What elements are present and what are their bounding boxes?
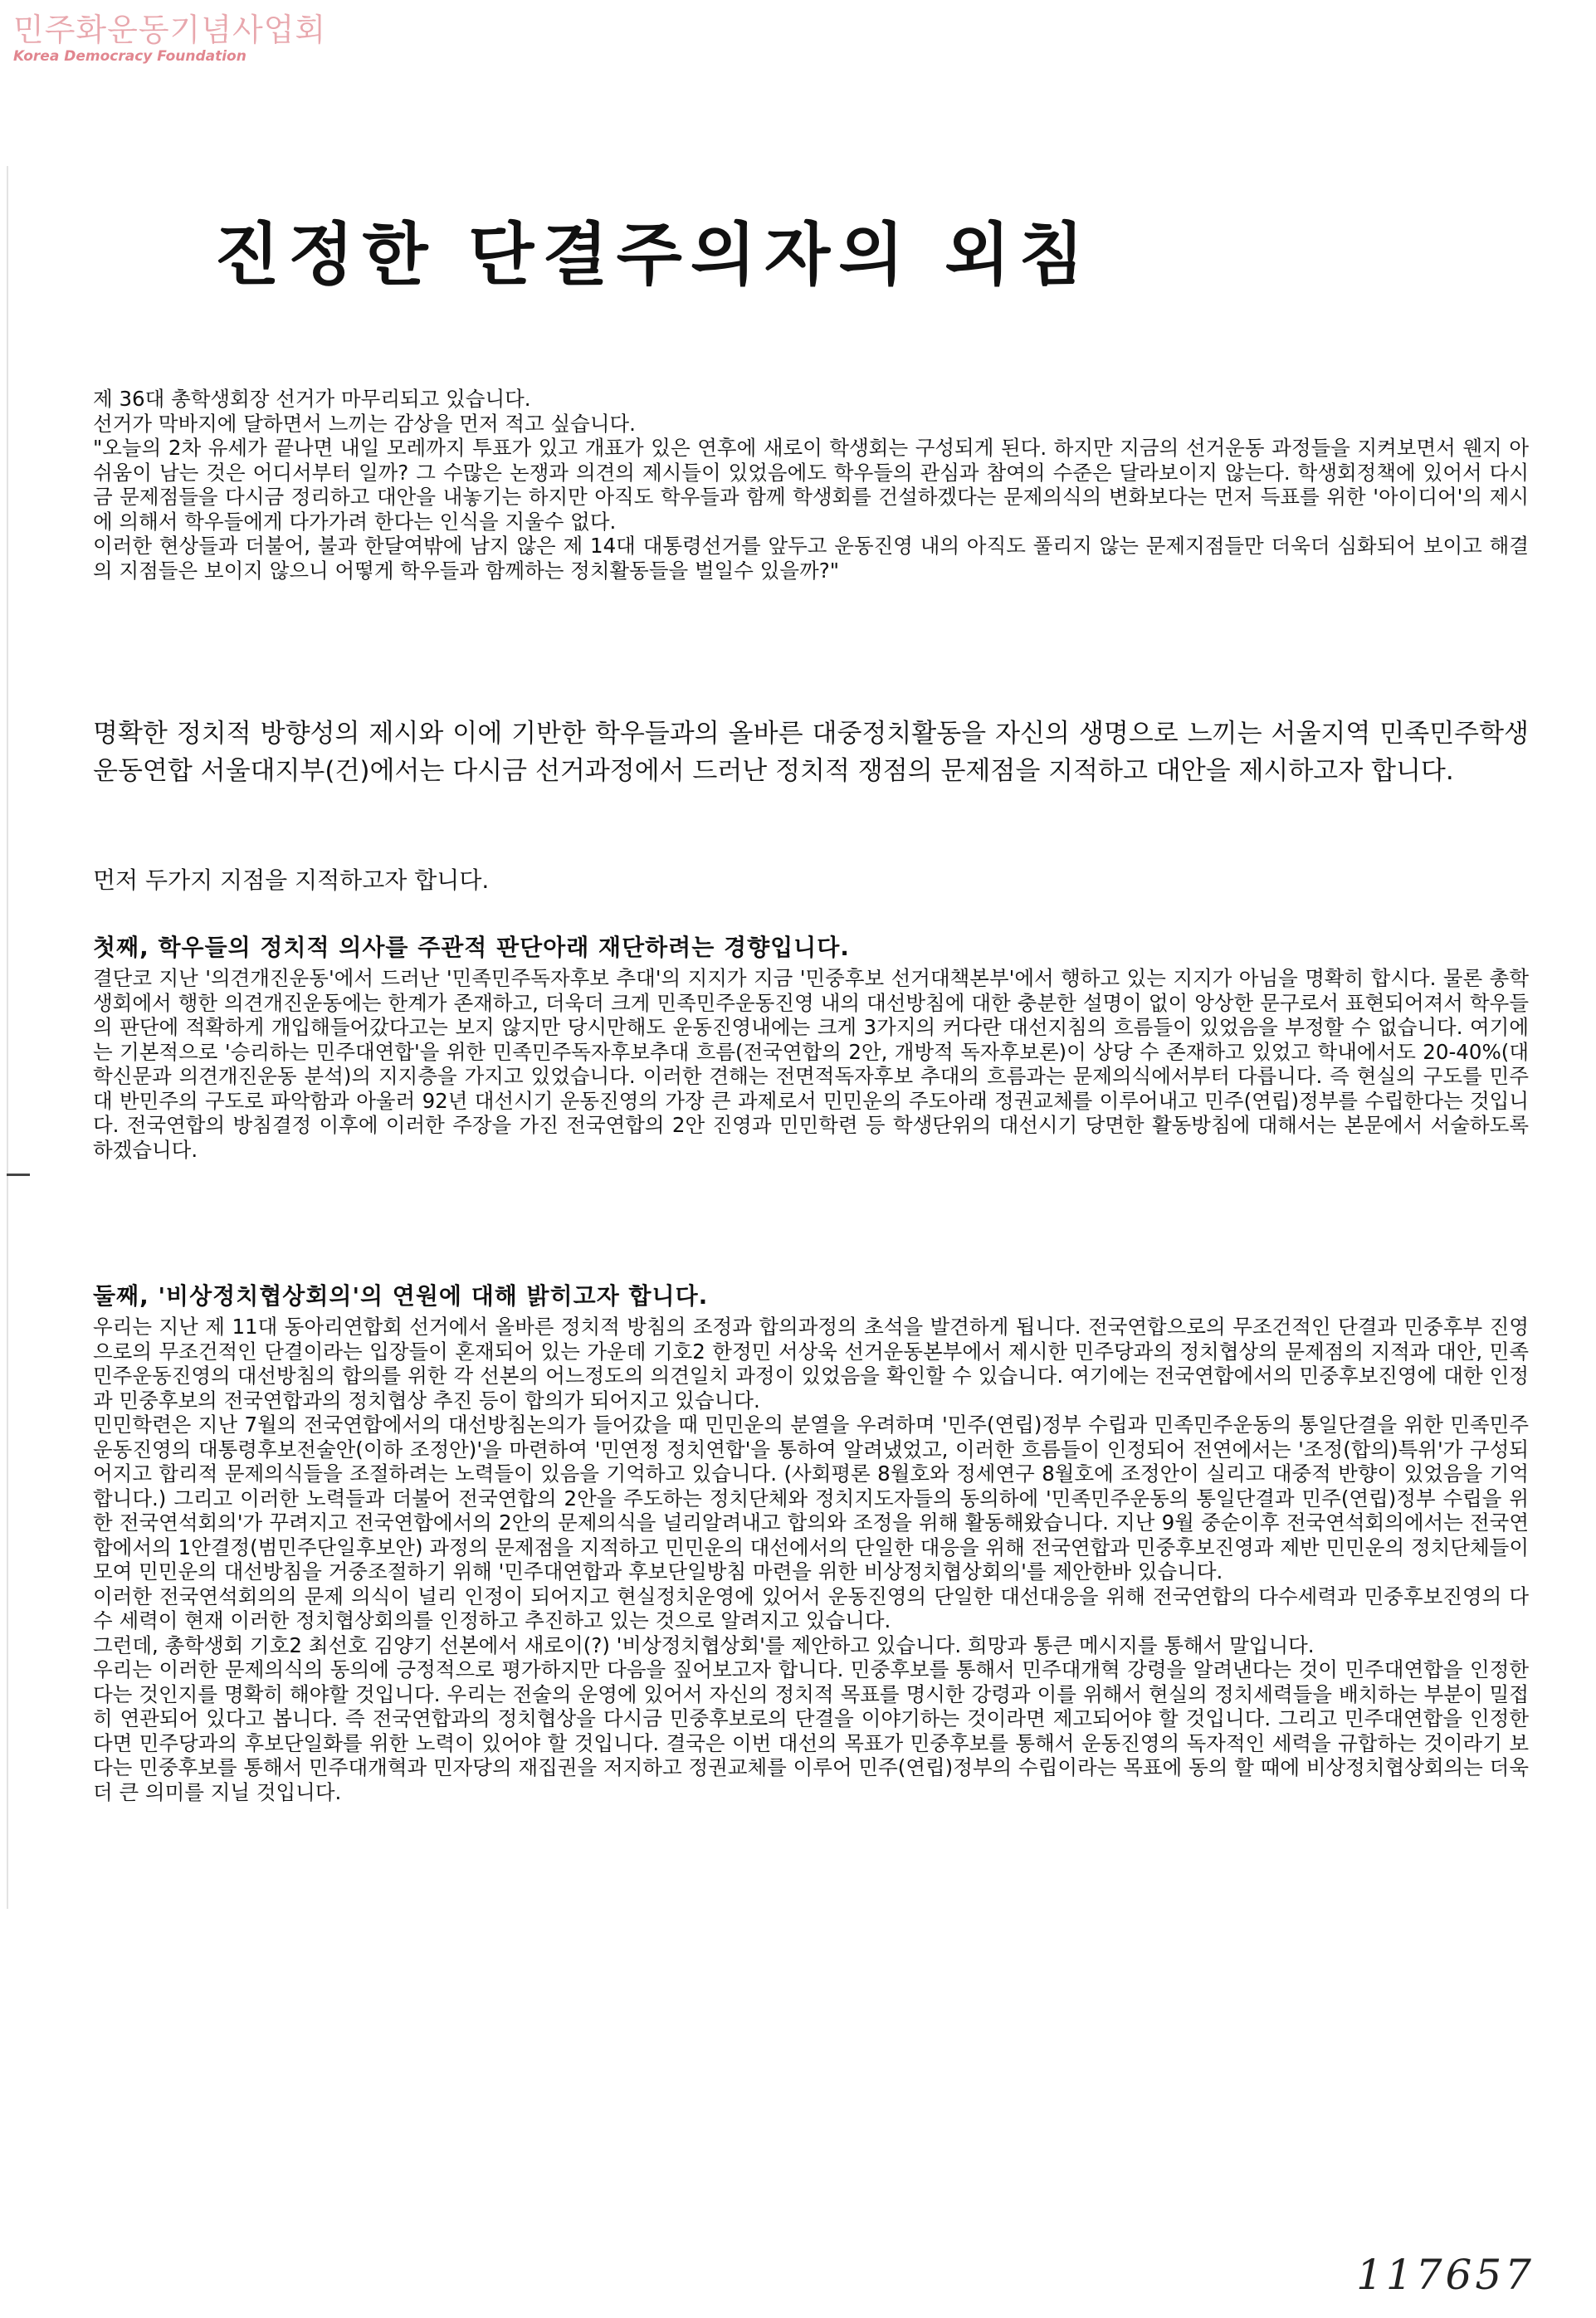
- watermark-english: Korea Democracy Foundation: [13, 48, 246, 65]
- intro-line-2: 선거가 막바지에 달하면서 느끼는 감상을 먼저 적고 싶습니다.: [93, 411, 636, 436]
- section-first-paragraph: 결단코 지난 '의견개진운동'에서 드러난 '민족민주독자후보 추대'의 지지가 지금 '민중후보 선거대책본부'에서 행하고 있는 지지가 아님을 명확히 합시다. 물론 총학생회에서 행한 의견개진운동에는 한계가 존재하고, 더욱더 크게 민족민주운동진영 내의 대선방침에 대한 충분한 설명이 없이 앙상한 문구로서 표현되어져서 학우들의 판단에 적확하게 개입해들어갔다고는 보지 않지만 당시만해도 운동진영내에는 크게 3가지의 커다란 대선지침의 흐름들이 있었음을 부정할 수 없습니다. 여기에는 기본적으로 '승리하는 민주대연합'을 위한 민족민주독자후보추대 흐름(전국연합의 2안, 개방적 독자후보론)이 상당 수 존재하고 있었고 학내에서도 20-40%(대학신문과 의견개진운동 분석)의 지지층을 가지고 있었습니다. 이러한 견해는 전면적독자후보 추대의 흐름과는 문제의식에서부터 다릅니다. 즉 현실의 구도를 민주대 반민주의 구도로 파악함과 아울러 92년 대선시기 운동진영의 가장 큰 과제로서 민민운의 주도아래 정권교체를 이루어내고 민주(연립)정부를 수립한다는 것입니다. 전국연합의 방침결정 이후에 이러한 주장을 가진 전국연합의 2안 진영과 민민학련 등 학생단위의 대선시기 당면한 활동방침에 대해서는 본문에서 서술하도록 하겠습니다.: [93, 966, 1529, 1162]
- section-second-paragraph-1: 우리는 지난 제 11대 동아리연합회 선거에서 올바른 정치적 방침의 조정과 합의과정의 초석을 발견하게 됩니다. 전국연합으로의 무조건적인 단결과 민중후부 진영으로의 무조건적인 단결이라는 입장들이 혼재되어 있는 가운데 기호2 한정민 서상욱 선거운동본부에서 제시한 민주당과의 정치협상의 문제점의 지적과 대안, 민족민주운동진영의 대선방침의 합의를 위한 각 선본의 어느정도의 의견일치 과정이 있었음을 확인할 수 있습니다. 여기에는 전국연합에서의 민중후보진영에 대한 인정과 민중후보의 전국연합과의 정치협상 추진 등이 합의가 되어지고 있습니다.: [93, 1315, 1529, 1413]
- section-second-paragraph-5: 우리는 이러한 문제의식의 동의에 긍정적으로 평가하지만 다음을 짚어보고자 합니다. 민중후보를 통해서 민주대개혁 강령을 알려낸다는 것이 민주대연합을 인정한다는 것인지를 명확히 해야할 것입니다. 우리는 전술의 운영에 있어서 자신의 정치적 목표를 명시한 강령과 이를 위해서 현실의 정치세력들을 배치하는 부분이 밀접히 연관되어 있다고 봅니다. 즉 전국연합과의 정치협상을 다시금 민중후보로의 단결을 이야기하는 것이라면 제고되어야 할 것입니다. 그리고 민주대연합을 인정한다면 민주당과의 후보단일화를 위한 노력이 있어야 할 것입니다. 결국은 이번 대선의 목표가 민중후보를 통해서 운동진영의 독자적인 세력을 규합하는 것이라기 보다는 민중후보를 통해서 민주대개혁과 민자당의 재집권을 저지하고 정권교체를 이루어 민주(연립)정부의 수립이라는 목표에 동의 할 때에 비상정치협상회의는 더욱더 큰 의미를 지닐 것입니다.: [93, 1657, 1529, 1804]
- watermark-korean: 민주화운동기념사업회: [13, 12, 327, 48]
- section-second: [93, 1280, 1529, 1804]
- section-second-paragraph-3: 이러한 전국연석회의의 문제 의식이 널리 인정이 되어지고 현실정치운영에 있어서 운동진영의 단일한 대선대응을 위해 전국연합의 다수세력과 민중후보진영의 다수 세력이 현재 이러한 정치협상회의를 인정하고 추진하고 있는 것으로 알려지고 있습니다.: [93, 1584, 1529, 1632]
- intro-line-1: 제 36대 총학생회장 선거가 마무리되고 있습니다.: [93, 387, 531, 411]
- section-first-heading: 첫째, 학우들의 정치적 의사를 주관적 판단아래 재단하려는 경향입니다.: [93, 934, 850, 961]
- first-note-section: [93, 866, 1529, 895]
- section-second-paragraph-4: 그런데, 총학생회 기호2 최선호 김양기 선본에서 새로이(?) '비상정치협상회'를 제안하고 있습니다. 희망과 통큰 메시지를 통해서 말입니다.: [93, 1632, 1315, 1657]
- first-note-text: 먼저 두가지 지점을 지적하고자 합니다.: [93, 866, 490, 894]
- intro-section: [93, 387, 1529, 583]
- foundation-watermark: [13, 12, 326, 65]
- intro-quote-2: 이러한 현상들과 더불어, 불과 한달여밖에 남지 않은 제 14대 대통령선거를 앞두고 운동진영 내의 아직도 풀리지 않는 문제지점들만 더욱더 심화되어 보이고 해결의 지점들은 보이지 않으니 어떻게 학우들과 함께하는 정치활동들을 벌일수 있을까?": [93, 534, 1529, 583]
- section-first: [93, 931, 1529, 1162]
- section-second-paragraph-2: 민민학련은 지난 7월의 전국연합에서의 대선방침논의가 들어갔을 때 민민운의 분열을 우려하며 '민주(연립)정부 수립과 민족민주운동의 통일단결을 위한 민족민주운동진영의 대통령후보전술안(이하 조정안)'을 마련하여 '민연정 정치연합'을 통하여 알려냈었고, 이러한 흐름들이 인정되어 전연에서는 '조정(합의)특위'가 구성되어지고 합리적 문제의식들을 조절하려는 노력들이 있음을 기억하고 있습니다. (사회평론 8월호와 정세연구 8월호에 조정안이 실리고 대중적 반향이 있었음을 기억합니다.) 그리고 이러한 노력들과 더불어 전국연합의 2안을 주도하는 정치단체와 정치지도자들의 동의하에 '민족민주운동의 통일단결과 민주(연립)정부 수립을 위한 전국연석회의'가 꾸려지고 전국연합에서의 2안의 문제의식을 널리알려내고 합의와 조정을 위해 활동해왔습니다. 지난 9월 중순이후 전국연석회의에서는 전국연합에서의 1안결정(범민주단일후보안) 과정의 문제점을 지적하고 민민운의 대선에서의 단일한 대응을 위해 전국연합과 민중후보진영과 제반 민민운의 정치단체들이 모여 민민운의 대선방침을 거중조절하기 위해 '민주대연합과 후보단일방침 마련을 위한 비상정치협상회의'를 제안한바 있습니다.: [93, 1413, 1529, 1584]
- handwritten-archive-number: 117657: [1356, 2251, 1535, 2299]
- lead-statement: [93, 715, 1529, 790]
- document-title: 진정한 단결주의자의 외침: [214, 216, 1093, 295]
- scan-margin-line: [7, 166, 8, 1909]
- lead-paragraph: 명확한 정치적 방향성의 제시와 이에 기반한 학우들과의 올바른 대중정치활동을 자신의 생명으로 느끼는 서울지역 민족민주학생운동연합 서울대지부(건)에서는 다시금 선거과정에서 드러난 정치적 쟁점의 문제점을 지적하고 대안을 제시하고자 합니다.: [93, 719, 1529, 786]
- intro-quote-1: "오늘의 2차 유세가 끝나면 내일 모레까지 투표가 있고 개표가 있은 연후에 새로이 학생회는 구성되게 된다. 하지만 지금의 선거운동 과정들을 지켜보면서 웬지 아쉬움이 남는 것은 어디서부터 일까? 그 수많은 논쟁과 의견의 제시들이 있었음에도 학우들의 관심과 참여의 수준은 달라보이지 않는다. 학생회정책에 있어서 다시금 문제점들을 다시금 정리하고 대안을 내놓기는 하지만 아직도 학우들과 함께 학생회를 건설하겠다는 문제의식의 변화보다는 먼저 득표를 위한 '아이디어'의 제시에 의해서 학우들에게 다가가려 한다는 인식을 지울수 없다.: [93, 436, 1529, 534]
- section-second-heading: 둘째, '비상정치협상회의'의 연원에 대해 밝히고자 합니다.: [93, 1282, 709, 1310]
- margin-dash-mark: [7, 1174, 30, 1176]
